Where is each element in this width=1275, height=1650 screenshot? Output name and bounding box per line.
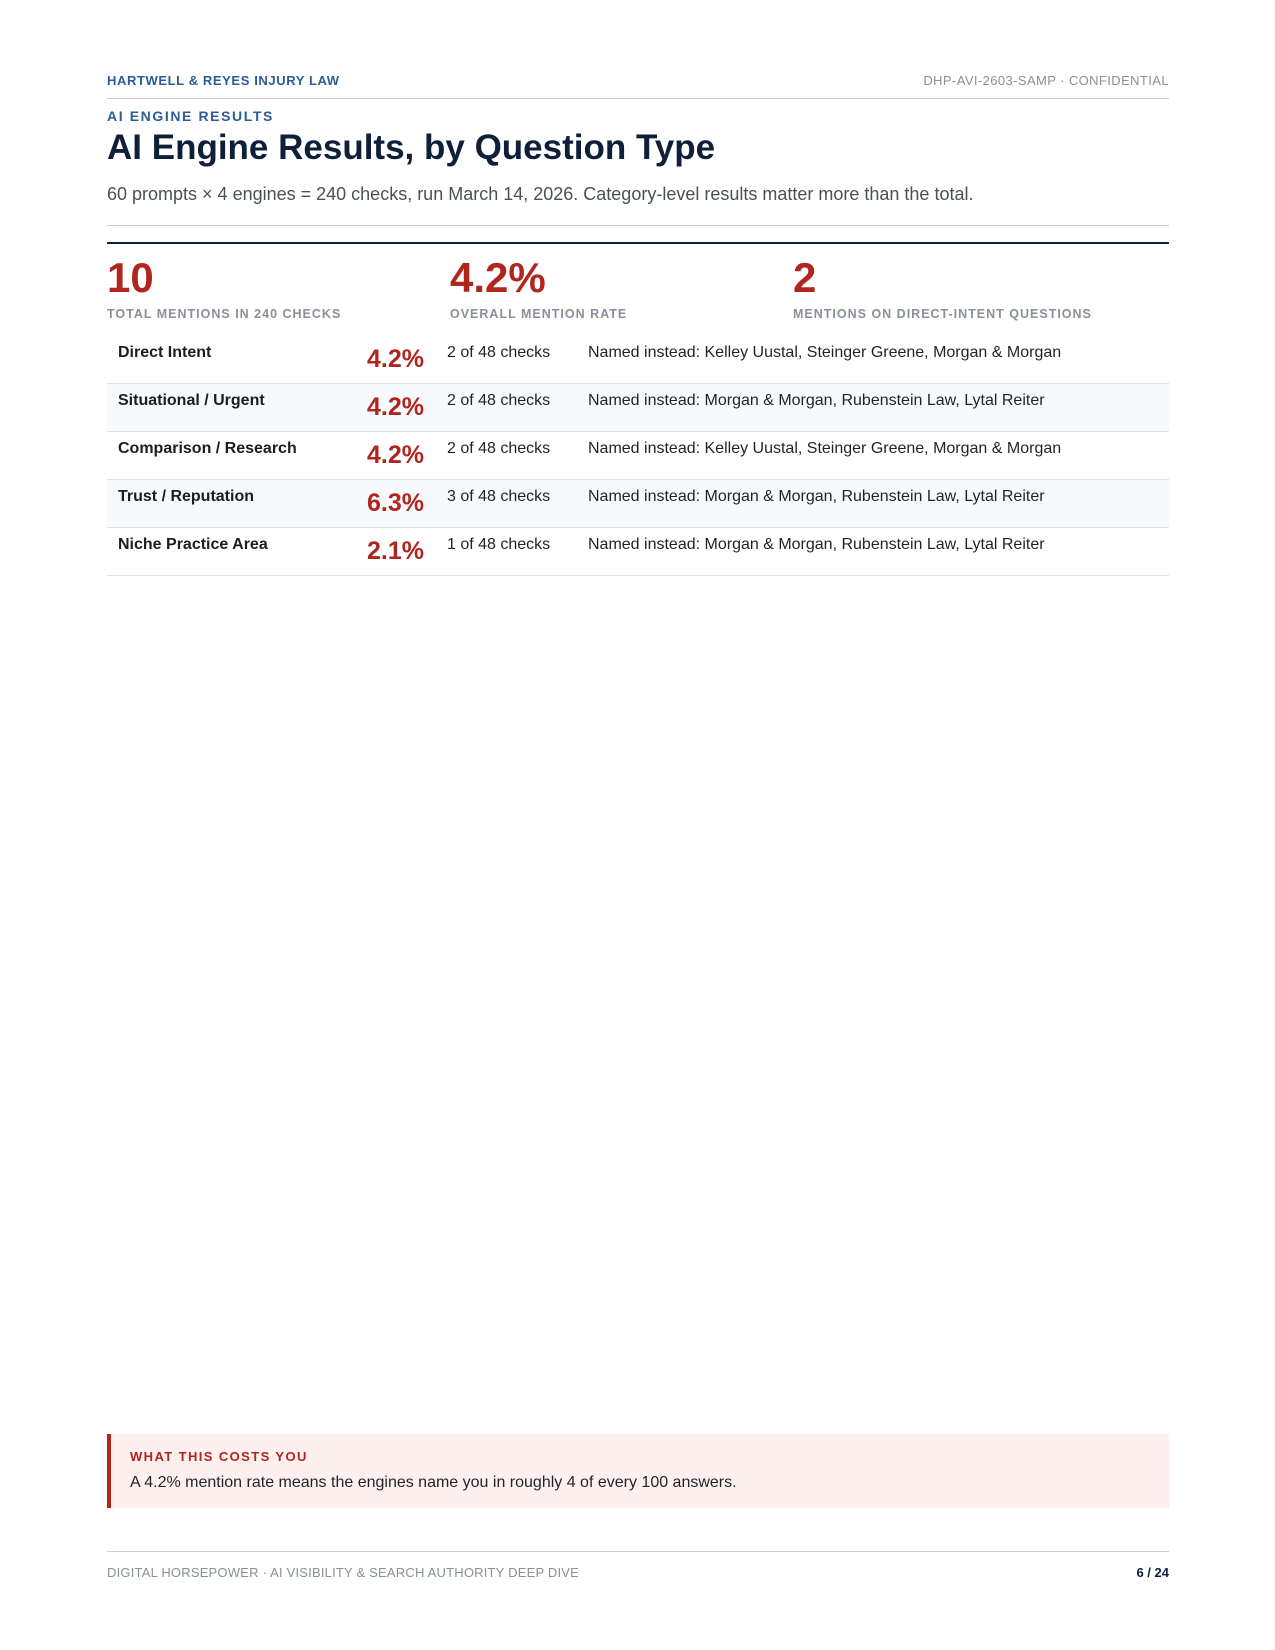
category-checks: 3 of 48 checks: [447, 488, 551, 505]
firm-name: HARTWELL & REYES INJURY LAW: [107, 73, 340, 88]
page-footer: [107, 1551, 1169, 1582]
stat-label: MENTIONS ON DIRECT-INTENT QUESTIONS: [793, 307, 1092, 321]
category-row-direct-intent: [107, 336, 1169, 384]
stat-overall-rate: [450, 254, 790, 321]
stat-label: OVERALL MENTION RATE: [450, 307, 628, 321]
divider-light: [107, 225, 1169, 226]
summary-stats: [107, 254, 1169, 324]
category-row-niche-practice-area: [107, 528, 1169, 576]
category-named-instead: Named instead: Morgan & Morgan, Rubenstein Law, Lytal Reiter: [588, 488, 1045, 505]
callout-text: A 4.2% mention rate means the engines name you in roughly 4 of every 100 answers.: [130, 1474, 737, 1491]
stat-total-mentions: [107, 254, 447, 321]
category-name: Direct Intent: [118, 344, 212, 361]
stat-value: 4.2%: [450, 254, 546, 301]
category-results: [107, 336, 1169, 576]
category-row-situational-urgent: [107, 384, 1169, 432]
category-rate: 4.2%: [367, 345, 424, 373]
report-page: [107, 0, 1169, 1650]
page-title: AI Engine Results, by Question Type: [107, 128, 716, 167]
stat-label: TOTAL MENTIONS IN 240 CHECKS: [107, 307, 342, 321]
category-named-instead: Named instead: Kelley Uustal, Steinger Greene, Morgan & Morgan: [588, 440, 1062, 457]
category-checks: 2 of 48 checks: [447, 440, 551, 457]
category-row-trust-reputation: [107, 480, 1169, 528]
page-header: [107, 72, 1169, 99]
stat-value: 10: [107, 254, 154, 301]
category-named-instead: Named instead: Morgan & Morgan, Rubenstein Law, Lytal Reiter: [588, 392, 1045, 409]
category-row-comparison-research: [107, 432, 1169, 480]
divider-dark: [107, 242, 1169, 244]
page-subtitle: 60 prompts × 4 engines = 240 checks, run March 14, 2026. Category-level results matter more than the total.: [107, 184, 974, 204]
category-name: Trust / Reputation: [118, 488, 254, 505]
footer-text: DIGITAL HORSEPOWER · AI VISIBILITY & SEARCH AUTHORITY DEEP DIVE: [107, 1565, 580, 1580]
callout-title: WHAT THIS COSTS YOU: [130, 1449, 308, 1464]
stat-value: 2: [793, 254, 817, 301]
category-checks: 1 of 48 checks: [447, 536, 551, 553]
category-checks: 2 of 48 checks: [447, 392, 551, 409]
document-code: DHP-AVI-2603-SAMP · CONFIDENTIAL: [923, 73, 1169, 88]
section-eyebrow: AI ENGINE RESULTS: [107, 108, 274, 124]
page-number: 6 / 24: [1136, 1565, 1169, 1580]
stat-direct-intent-mentions: [793, 254, 1133, 321]
category-name: Comparison / Research: [118, 440, 297, 457]
category-named-instead: Named instead: Morgan & Morgan, Rubenstein Law, Lytal Reiter: [588, 536, 1045, 553]
category-name: Niche Practice Area: [118, 536, 268, 553]
category-checks: 2 of 48 checks: [447, 344, 551, 361]
cost-callout: [107, 1434, 1169, 1508]
category-rate: 6.3%: [367, 489, 424, 517]
category-rate: 2.1%: [367, 537, 424, 565]
category-rate: 4.2%: [367, 393, 424, 421]
category-name: Situational / Urgent: [118, 392, 265, 409]
category-named-instead: Named instead: Kelley Uustal, Steinger Greene, Morgan & Morgan: [588, 344, 1062, 361]
category-rate: 4.2%: [367, 441, 424, 469]
